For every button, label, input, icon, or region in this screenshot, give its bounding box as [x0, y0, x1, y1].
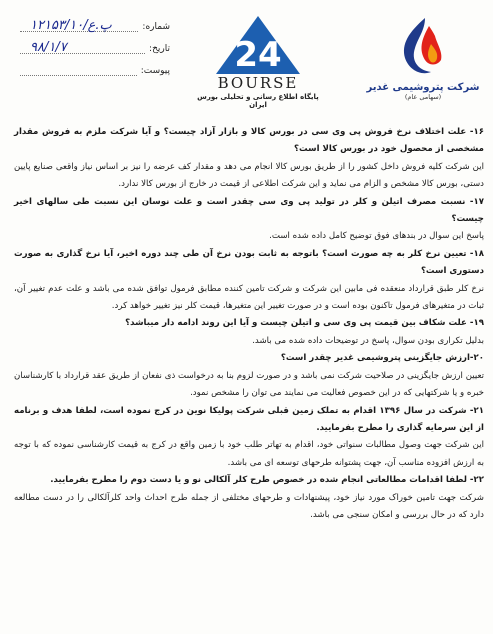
- number-value: ۱۲۱۵۳/۱۰/پ.ع: [30, 18, 112, 33]
- number-row: [20, 10, 170, 32]
- brand-name: BOURSE: [217, 74, 299, 92]
- answer-19: بدلیل تکراری بودن سوال، پاسخ در توضیحات داده شده می باشد.: [252, 335, 484, 346]
- brand-number: 24: [234, 35, 282, 75]
- date-row: [20, 32, 170, 54]
- bourse24-logo: [188, 14, 328, 109]
- company-type: (سهامی عام): [404, 93, 442, 101]
- answer-22: شرکت جهت تامین خوراک مورد نیاز خود، پیشنهادات و طرحهای مختلفی از جمله طرح احداث واحد کلرآلکالی را در دست مطالعه دارد که در حال بررسی و امکان سنجی می باشد.: [14, 492, 484, 520]
- answer-16: این شرکت کلیه فروش داخل کشور را از طریق بورس کالا انجام می دهد و مقدار کف عرضه را نیز بر اساس نیاز واقعی صنایع پایین دستی، بورس کالا مشخص و الزام می نماید و این شرکت اطلاعی از قیمت در خارج از بورس کالا ندارد.: [14, 161, 484, 190]
- letter-body: [14, 124, 484, 524]
- date-label: تاریخ:: [149, 44, 170, 54]
- answer-20: تعیین ارزش جایگزینی در صلاحیت شرکت نمی باشد و در صورت لزوم بنا به درخواست ذی نفعان از طریق عقد قرارداد با کارشناسان خبره و یا شرکتهایی که در این خصوص فعالیت می نمایند می توان را مشخص نمود.: [14, 370, 484, 399]
- question-22: ۲۲- لطفا اقدامات مطالعاتی انجام شده در خصوص طرح کلر آلکالی نو و یا دست دوم را مطرح بفرمایید.: [50, 475, 484, 486]
- question-20: ۲۰-ارزش جایگزینی پتروشیمی غدیر چقدر است؟: [280, 353, 484, 364]
- flame-logo-icon: [395, 14, 451, 80]
- number-label: شماره:: [142, 22, 170, 32]
- company-logo: [363, 14, 483, 101]
- question-16: ۱۶- علت اختلاف نرخ فروش پی وی سی در بورس کالا و بازار آزاد چیست؟ و آیا شرکت ملزم به فروش مقدار مشخصی از محصول خود در بورس کالا است؟: [14, 127, 484, 155]
- answer-17: پاسخ این سوال در بندهای فوق توضیح کامل داده شده است.: [269, 231, 484, 242]
- question-18: ۱۸- تعیین نرخ کلر به چه صورت است؟ باتوجه به ثابت بودن نرخ آن طی چند دوره اخیر، آیا نرخ گذاری به صورت دستوری است؟: [14, 248, 484, 277]
- date-value: ۹۸/۱/۷: [30, 40, 67, 55]
- brand-tagline: پایگاه اطلاع رسانی و تحلیلی بورس ایران: [197, 93, 319, 109]
- letter-meta: [20, 10, 170, 76]
- company-name: شرکت پتروشیمی غدیر: [366, 82, 480, 93]
- question-17: ۱۷- نسبت مصرف اتیلن و کلر در تولید پی وی سی چقدر است و علت نوسان این نسبت طی سالهای اخیر چیست؟: [14, 196, 484, 225]
- question-19: ۱۹- علت شکاف بین قیمت پی وی سی و اتیلن چیست و آیا این روند ادامه دار میباشد؟: [125, 318, 484, 329]
- answer-21: این شرکت جهت وصول مطالبات سنواتی خود، اقدام به تهاتر طلب خود با زمین واقع در کرج به قیمت کارشناسی نموده که با توجه به ارزش افزوده مناسب آن، جهت پشتوانه طرحهای توسعه ای می باشد.: [14, 440, 484, 468]
- question-21: ۲۱- شرکت در سال ۱۳۹۶ اقدام به تملک زمین قبلی شرکت پولیکا نوین در کرج نموده است، لطفا هدف و برنامه از این سرمایه گذاری را مطرح بفرمایید.: [14, 405, 484, 433]
- letterhead: [0, 0, 493, 122]
- bourse24-triangle-icon: [214, 14, 302, 76]
- answer-18: نرخ کلر طبق قرارداد منعقده فی مابین این شرکت و شرکت تامین کننده مطابق فرمول توافق شده می باشد و علت عدم تغییر آن، ثبات در متغیرهای فرمول تاکنون بوده است و در صورت تغییر این متغیرها، قیمت کلر نیز تغییر خواهد کرد.: [14, 283, 484, 312]
- attachment-row: [20, 54, 170, 76]
- attachment-label: پیوست:: [140, 66, 170, 76]
